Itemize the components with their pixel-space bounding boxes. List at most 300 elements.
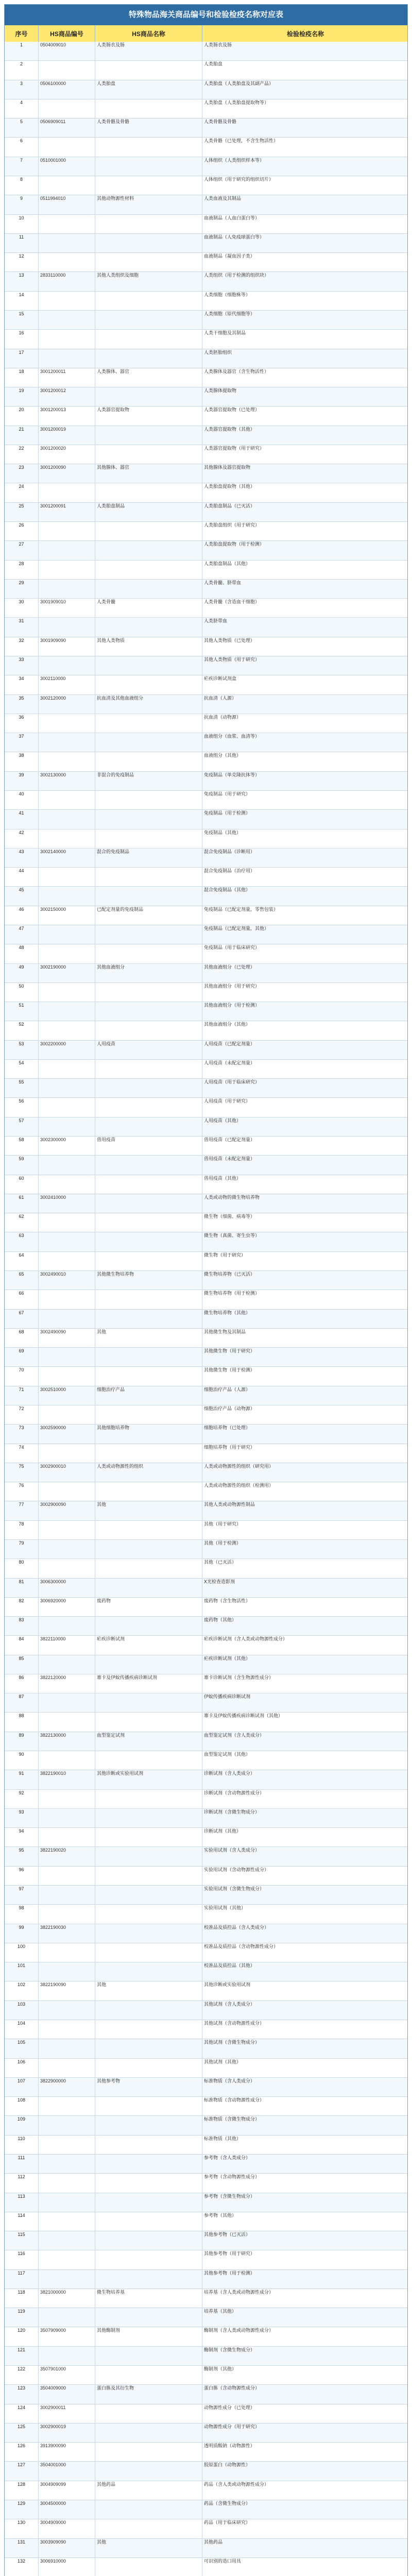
ciq-name-cell: 人类肠衣及肠: [204, 42, 232, 47]
hs-name-cell: 人类腺体、器官: [95, 368, 202, 387]
row-number: 115: [5, 2231, 39, 2250]
table-row: [5, 2250, 407, 2269]
hs-name-cell: [95, 1790, 202, 1808]
hs-name-cell: 其他: [95, 1501, 202, 1520]
hs-code-cell: 0506909011: [39, 118, 95, 137]
ciq-name-cell: 其他（已灭活）: [204, 1560, 237, 1565]
hs-name-cell: [95, 1482, 202, 1501]
hs-name-cell: [95, 887, 202, 905]
ciq-name-cell: 细胞培养物（用于研究）: [204, 1444, 255, 1450]
hs-code-cell: [39, 311, 95, 329]
table-row: [5, 1444, 407, 1463]
ciq-name-cell: 血型鉴定试剂（含人类成分）: [204, 1732, 265, 1738]
hs-name-cell: 蛋白胨及其衍生物: [95, 2385, 202, 2403]
hs-code-cell: 3001200012: [39, 387, 95, 406]
ciq-name-cell: 人类细胞（细胞株等）: [204, 292, 251, 297]
hs-code-cell: 3004909000: [39, 2519, 95, 2538]
ciq-name-cell: 人用疫苗（已配定剂量）: [204, 1041, 255, 1046]
page-title: 特殊物品海关商品编号和检验检疫名称对应表: [5, 5, 407, 25]
ciq-name-cell: 药品（用于临床研究）: [204, 2520, 251, 2526]
ciq-name-cell: 人类或动物源性的组织（检测用）: [204, 1483, 274, 1488]
table-row: [5, 599, 407, 618]
hs-code-cell: 3002900019: [39, 2424, 95, 2442]
ciq-name-cell: 免疫制品（已配定剂量，零售包装）: [204, 906, 279, 912]
table-row: [5, 637, 407, 656]
row-number: 76: [5, 1482, 39, 1501]
hs-code-cell: 3002490010: [39, 1271, 95, 1290]
table-row: [5, 2443, 407, 2462]
hs-code-cell: 3002900090: [39, 1501, 95, 1520]
table-row: [5, 1790, 407, 1809]
hs-code-cell: 3001200011: [39, 368, 95, 387]
row-number: 46: [5, 906, 39, 925]
hs-name-cell: [95, 810, 202, 828]
ciq-name-cell: 实验用试剂（含微生物成分）: [204, 1886, 265, 1891]
hs-code-cell: [39, 2231, 95, 2250]
hs-name-cell: 其他药品: [95, 2481, 202, 2500]
table-header: [5, 25, 407, 42]
hs-name-cell: 人类胎盘: [95, 80, 202, 99]
hs-code-cell: [39, 714, 95, 733]
ciq-name-cell: 人类腺体提取物: [204, 388, 237, 394]
table-row: [5, 2327, 407, 2346]
ciq-name-cell: 人类血液及其制品: [204, 196, 242, 201]
hs-name-cell: [95, 580, 202, 598]
hs-name-cell: [95, 1252, 202, 1270]
hs-code-cell: [39, 561, 95, 579]
table-row: [5, 2500, 407, 2519]
ciq-name-cell: 其他参考物（用于研究）: [204, 2251, 255, 2257]
row-number: 27: [5, 541, 39, 560]
row-number: 58: [5, 1137, 39, 1155]
hs-name-cell: [95, 2308, 202, 2327]
ciq-name-cell: 其他人类物质（用于研究）: [204, 657, 260, 662]
row-number: 131: [5, 2539, 39, 2557]
table-row: [5, 2174, 407, 2193]
table-row: [5, 1405, 407, 1425]
table-row: [5, 1981, 407, 2001]
hs-code-cell: [39, 1098, 95, 1116]
ciq-name-cell: 透明质酸钠（动物源性）: [204, 2443, 255, 2449]
row-number: 33: [5, 656, 39, 675]
row-number: 42: [5, 829, 39, 848]
table-row: [5, 1559, 407, 1578]
row-number: 60: [5, 1175, 39, 1194]
ciq-name-cell: 其他微生物（用于检测）: [204, 1367, 255, 1373]
table-row: [5, 349, 407, 368]
table-row: [5, 234, 407, 253]
hs-name-cell: 人类胎盘制品: [95, 503, 202, 521]
hs-name-cell: [95, 234, 202, 252]
row-number: 80: [5, 1559, 39, 1578]
hs-name-cell: [95, 2347, 202, 2365]
row-number: 11: [5, 234, 39, 252]
hs-name-cell: [95, 157, 202, 176]
hs-code-cell: [39, 483, 95, 502]
row-number: 77: [5, 1501, 39, 1520]
row-number: 63: [5, 1232, 39, 1251]
row-number: 53: [5, 1041, 39, 1059]
ciq-name-cell: 微生物培养物（其他）: [204, 1310, 251, 1315]
row-number: 79: [5, 1540, 39, 1558]
table-row: [5, 695, 407, 714]
row-number: 62: [5, 1213, 39, 1232]
table-row: [5, 2308, 407, 2327]
row-number: 5: [5, 118, 39, 137]
ciq-name-cell: 人类组织（用于检测的组织块）: [204, 273, 269, 278]
hs-name-cell: 抗血清及其他血液组分: [95, 695, 202, 714]
table-row: [5, 925, 407, 944]
ciq-name-cell: 其他人类物质（已处理）: [204, 637, 255, 643]
hs-code-cell: [39, 580, 95, 598]
hs-name-cell: [95, 2404, 202, 2423]
hs-name-cell: [95, 983, 202, 1002]
row-number: 37: [5, 733, 39, 752]
ciq-name-cell: 血液组分（血浆、血清等）: [204, 734, 260, 739]
hs-name-cell: 非混合的免疫制品: [95, 772, 202, 790]
ciq-name-cell: 人类器官提取物（用于研究）: [204, 445, 265, 451]
hs-code-cell: [39, 1521, 95, 1539]
table-row: [5, 2097, 407, 2116]
hs-name-cell: [95, 1962, 202, 1981]
row-number: 14: [5, 292, 39, 310]
hs-code-cell: 0510001000: [39, 157, 95, 176]
hs-name-cell: [95, 2097, 202, 2115]
hs-code-cell: [39, 752, 95, 771]
table-row: [5, 368, 407, 387]
hs-code-cell: 3001200090: [39, 464, 95, 483]
row-number: 48: [5, 944, 39, 963]
table-row: [5, 2462, 407, 2481]
hs-name-cell: 人类骨骼及骨骼: [95, 118, 202, 137]
row-number: 23: [5, 464, 39, 483]
table-row: [5, 1290, 407, 1309]
ciq-name-cell: 人类胎盘提取物（其他）: [204, 484, 255, 489]
table-row: [5, 1348, 407, 1367]
table-row: [5, 1540, 407, 1559]
ciq-name-cell: 标准物质（含人类成分）: [204, 2078, 255, 2083]
ciq-name-cell: 疟疾诊断试剂盒: [204, 676, 237, 682]
ciq-name-cell: 寨卡及伊蚊传播疾病诊断试剂（其他）: [204, 1713, 283, 1719]
row-number: 81: [5, 1579, 39, 1597]
row-number: 102: [5, 1981, 39, 2000]
ciq-name-cell: 免疫制品（其他）: [204, 829, 242, 835]
row-number: 41: [5, 810, 39, 828]
table-body: [5, 42, 407, 2576]
hs-name-cell: 其他腺体、器官: [95, 464, 202, 483]
ciq-name-cell: 其他试剂（含人类成分）: [204, 2001, 255, 2007]
ciq-name-cell: 人类或动物源性的组织（研究用）: [204, 1463, 274, 1469]
ciq-name-cell: 其他（用于研究）: [204, 1521, 242, 1527]
ciq-name-cell: 废药物（含生物活性）: [204, 1598, 251, 1603]
hs-code-cell: [39, 2001, 95, 2020]
ciq-name-cell: 微生物培养物（用于检测）: [204, 1291, 260, 1296]
row-number: 1: [5, 42, 39, 60]
hs-name-cell: [95, 2270, 202, 2289]
row-number: 51: [5, 1002, 39, 1021]
ciq-name-cell: 人类胎盘（人类胎盘提取物等）: [204, 99, 269, 105]
hs-code-cell: 3821000000: [39, 2289, 95, 2308]
hs-code-cell: 3003909090: [39, 2539, 95, 2557]
ciq-name-cell: 参考物（含动物源性成分）: [204, 2174, 260, 2180]
hs-code-cell: 3913900090: [39, 2443, 95, 2461]
row-number: 40: [5, 791, 39, 809]
table-row: [5, 1463, 407, 1482]
hs-name-cell: [95, 1348, 202, 1366]
table-row: [5, 1098, 407, 1117]
document-page: [4, 4, 408, 2576]
hs-code-cell: [39, 733, 95, 752]
hs-name-cell: 废药物: [95, 1598, 202, 1616]
row-number: 89: [5, 1732, 39, 1751]
row-number: 56: [5, 1098, 39, 1116]
row-number: 28: [5, 561, 39, 579]
hs-name-cell: [95, 675, 202, 694]
hs-code-cell: [39, 2039, 95, 2058]
hs-name-cell: 人类骨髓: [95, 599, 202, 617]
hs-code-cell: [39, 1348, 95, 1366]
table-row: [5, 330, 407, 349]
ciq-name-cell: 人类胎盘组织（用于研究）: [204, 522, 260, 528]
hs-name-cell: [95, 1232, 202, 1251]
hs-code-cell: [39, 1232, 95, 1251]
table-row: [5, 42, 407, 61]
ciq-name-cell: 人体组织（用于研究的组织切片）: [204, 176, 274, 182]
table-row: [5, 2519, 407, 2538]
hs-code-cell: 3002300000: [39, 1137, 95, 1155]
row-number: 16: [5, 330, 39, 348]
hs-name-cell: 混合的免疫制品: [95, 849, 202, 867]
table-row: [5, 1252, 407, 1271]
ciq-name-cell: 细胞治疗产品（人源）: [204, 1386, 251, 1392]
ciq-name-cell: 参考物（含人类成分）: [204, 2155, 251, 2160]
row-number: 128: [5, 2481, 39, 2500]
row-number: 57: [5, 1117, 39, 1136]
hs-code-cell: [39, 1310, 95, 1328]
ciq-name-cell: 人类骨骼（已处理，不含生物活性）: [204, 138, 279, 144]
hs-code-cell: [39, 1905, 95, 1923]
table-row: [5, 1232, 407, 1251]
header-hs-name: HS商品名称: [95, 25, 202, 42]
row-number: 98: [5, 1905, 39, 1923]
row-number: 91: [5, 1770, 39, 1789]
table-row: [5, 1617, 407, 1636]
hs-code-cell: 3504001000: [39, 2462, 95, 2480]
row-number: 103: [5, 2001, 39, 2020]
table-row: [5, 1002, 407, 1021]
table-row: [5, 1041, 407, 1060]
hs-code-cell: 3507909000: [39, 2327, 95, 2346]
table-row: [5, 1367, 407, 1386]
ciq-name-cell: 诊断试剂（含微生物成分）: [204, 1809, 260, 1815]
hs-name-cell: [95, 522, 202, 540]
ciq-name-cell: 其他血液组分（已处理）: [204, 964, 255, 970]
row-number: 75: [5, 1463, 39, 1482]
hs-code-cell: 3002200000: [39, 1041, 95, 1059]
hs-name-cell: [95, 2001, 202, 2020]
hs-name-cell: [95, 1886, 202, 1904]
row-number: 39: [5, 772, 39, 790]
table-row: [5, 272, 407, 291]
row-number: 87: [5, 1693, 39, 1712]
hs-code-cell: [39, 2097, 95, 2115]
hs-code-cell: 3822190020: [39, 1847, 95, 1866]
hs-code-cell: [39, 330, 95, 348]
hs-code-cell: [39, 791, 95, 809]
table-row: [5, 1329, 407, 1348]
hs-name-cell: [95, 1540, 202, 1558]
hs-name-cell: [95, 387, 202, 406]
header-hs-code: HS商品编号: [39, 25, 95, 42]
ciq-name-cell: 免疫制品（用于检测）: [204, 810, 251, 816]
hs-code-cell: [39, 2155, 95, 2173]
hs-name-cell: [95, 1924, 202, 1943]
hs-name-cell: [95, 1867, 202, 1885]
hs-name-cell: [95, 2462, 202, 2480]
hs-name-cell: [95, 752, 202, 771]
hs-name-cell: 疟疾诊断试剂: [95, 1636, 202, 1654]
row-number: 59: [5, 1156, 39, 1174]
hs-name-cell: 其他人类物质: [95, 637, 202, 656]
table-row: [5, 1310, 407, 1329]
hs-code-cell: [39, 1021, 95, 1040]
ciq-name-cell: 人类脐带血: [204, 618, 228, 624]
ciq-name-cell: 人类胎盘提取物（用于检测）: [204, 541, 265, 547]
row-number: 26: [5, 522, 39, 540]
table-row: [5, 810, 407, 829]
table-row: [5, 944, 407, 963]
hs-name-cell: [95, 1290, 202, 1309]
ciq-name-cell: 标准物质（其他）: [204, 2136, 242, 2141]
hs-code-cell: [39, 215, 95, 233]
hs-code-cell: [39, 1117, 95, 1136]
hs-name-cell: [95, 1021, 202, 1040]
row-number: 68: [5, 1329, 39, 1347]
row-number: 24: [5, 483, 39, 502]
table-row: [5, 503, 407, 522]
row-number: 104: [5, 2020, 39, 2039]
hs-code-cell: [39, 2116, 95, 2134]
table-row: [5, 1636, 407, 1655]
hs-name-cell: [95, 1559, 202, 1578]
table-row: [5, 1117, 407, 1137]
table-row: [5, 1521, 407, 1540]
hs-name-cell: [95, 176, 202, 195]
hs-code-cell: [39, 1617, 95, 1635]
hs-code-cell: [39, 1962, 95, 1981]
hs-code-cell: 3001909010: [39, 599, 95, 617]
hs-code-cell: 0506100000: [39, 80, 95, 99]
table-row: [5, 1674, 407, 1693]
table-row: [5, 80, 407, 99]
row-number: 114: [5, 2212, 39, 2231]
hs-name-cell: [95, 1444, 202, 1463]
ciq-name-cell: 兽用疫苗（已配定剂量）: [204, 1137, 255, 1143]
hs-name-cell: [95, 2116, 202, 2134]
hs-name-cell: [95, 1693, 202, 1712]
table-row: [5, 195, 407, 214]
table-row: [5, 1886, 407, 1905]
hs-code-cell: [39, 99, 95, 118]
table-row: [5, 1962, 407, 1981]
table-row: [5, 2347, 407, 2366]
hs-code-cell: [39, 2020, 95, 2039]
hs-code-cell: [39, 1559, 95, 1578]
hs-code-cell: 2833110000: [39, 272, 95, 291]
ciq-name-cell: 微生物（真菌、寄生虫等）: [204, 1233, 260, 1239]
hs-name-cell: [95, 1405, 202, 1424]
row-number: 124: [5, 2404, 39, 2423]
hs-code-cell: 3822190030: [39, 1924, 95, 1943]
hs-name-cell: 其他细胞培养物: [95, 1425, 202, 1443]
ciq-name-cell: 酶制剂（含微生物成分）: [204, 2347, 255, 2352]
row-number: 2: [5, 61, 39, 79]
hs-name-cell: [95, 1521, 202, 1539]
ciq-name-cell: 药品（含微生物成分）: [204, 2501, 251, 2506]
hs-name-cell: 其他诊断或实验用试剂: [95, 1770, 202, 1789]
row-number: 38: [5, 752, 39, 771]
ciq-name-cell: 废药物（其他）: [204, 1617, 237, 1623]
row-number: 15: [5, 311, 39, 329]
ciq-name-cell: 微生物（细菌、病毒等）: [204, 1214, 255, 1219]
hs-name-cell: [95, 2366, 202, 2384]
hs-code-cell: [39, 1405, 95, 1424]
row-number: 112: [5, 2174, 39, 2192]
hs-name-cell: 人类或动物源性的组织: [95, 1463, 202, 1482]
hs-code-cell: [39, 2136, 95, 2154]
ciq-name-cell: 免疫制品（用于研究）: [204, 791, 251, 796]
ciq-name-cell: 血液组分（其他）: [204, 753, 242, 758]
ciq-name-cell: 人用疫苗（用于研究）: [204, 1098, 251, 1104]
ciq-name-cell: 标准物质（含动物源性成分）: [204, 2097, 265, 2103]
row-number: 109: [5, 2116, 39, 2134]
row-number: 35: [5, 695, 39, 714]
ciq-name-cell: 其他试剂（含微生物成分）: [204, 2040, 260, 2045]
table-row: [5, 118, 407, 138]
hs-code-cell: [39, 1867, 95, 1885]
ciq-name-cell: 药品（含人类或动物源性成分）: [204, 2481, 269, 2487]
row-number: 67: [5, 1310, 39, 1328]
table-row: [5, 1847, 407, 1866]
table-row: [5, 2270, 407, 2289]
hs-code-cell: 3002900011: [39, 2404, 95, 2423]
row-number: 117: [5, 2270, 39, 2289]
hs-name-cell: [95, 2519, 202, 2538]
hs-code-cell: [39, 944, 95, 963]
ciq-name-cell: 实验用试剂（其他）: [204, 1905, 246, 1911]
hs-code-cell: [39, 253, 95, 272]
row-number: 106: [5, 2059, 39, 2077]
row-number: 118: [5, 2289, 39, 2308]
hs-code-cell: [39, 656, 95, 675]
ciq-name-cell: 人类胎盘: [204, 61, 223, 67]
table-row: [5, 2193, 407, 2212]
row-number: 73: [5, 1425, 39, 1443]
table-row: [5, 61, 407, 80]
hs-name-cell: [95, 1156, 202, 1174]
hs-code-cell: [39, 2250, 95, 2269]
hs-code-cell: 3002140000: [39, 849, 95, 867]
hs-name-cell: [95, 215, 202, 233]
table-row: [5, 2289, 407, 2308]
ciq-name-cell: 培养基（含人类或动物源性成分）: [204, 2289, 274, 2295]
row-number: 10: [5, 215, 39, 233]
table-row: [5, 2366, 407, 2385]
hs-name-cell: [95, 2231, 202, 2250]
hs-name-cell: 其他人类组织及细胞: [95, 272, 202, 291]
ciq-name-cell: 免疫制品（已配定剂量，其他）: [204, 925, 269, 931]
ciq-name-cell: 人类干细胞及其制品: [204, 330, 246, 336]
